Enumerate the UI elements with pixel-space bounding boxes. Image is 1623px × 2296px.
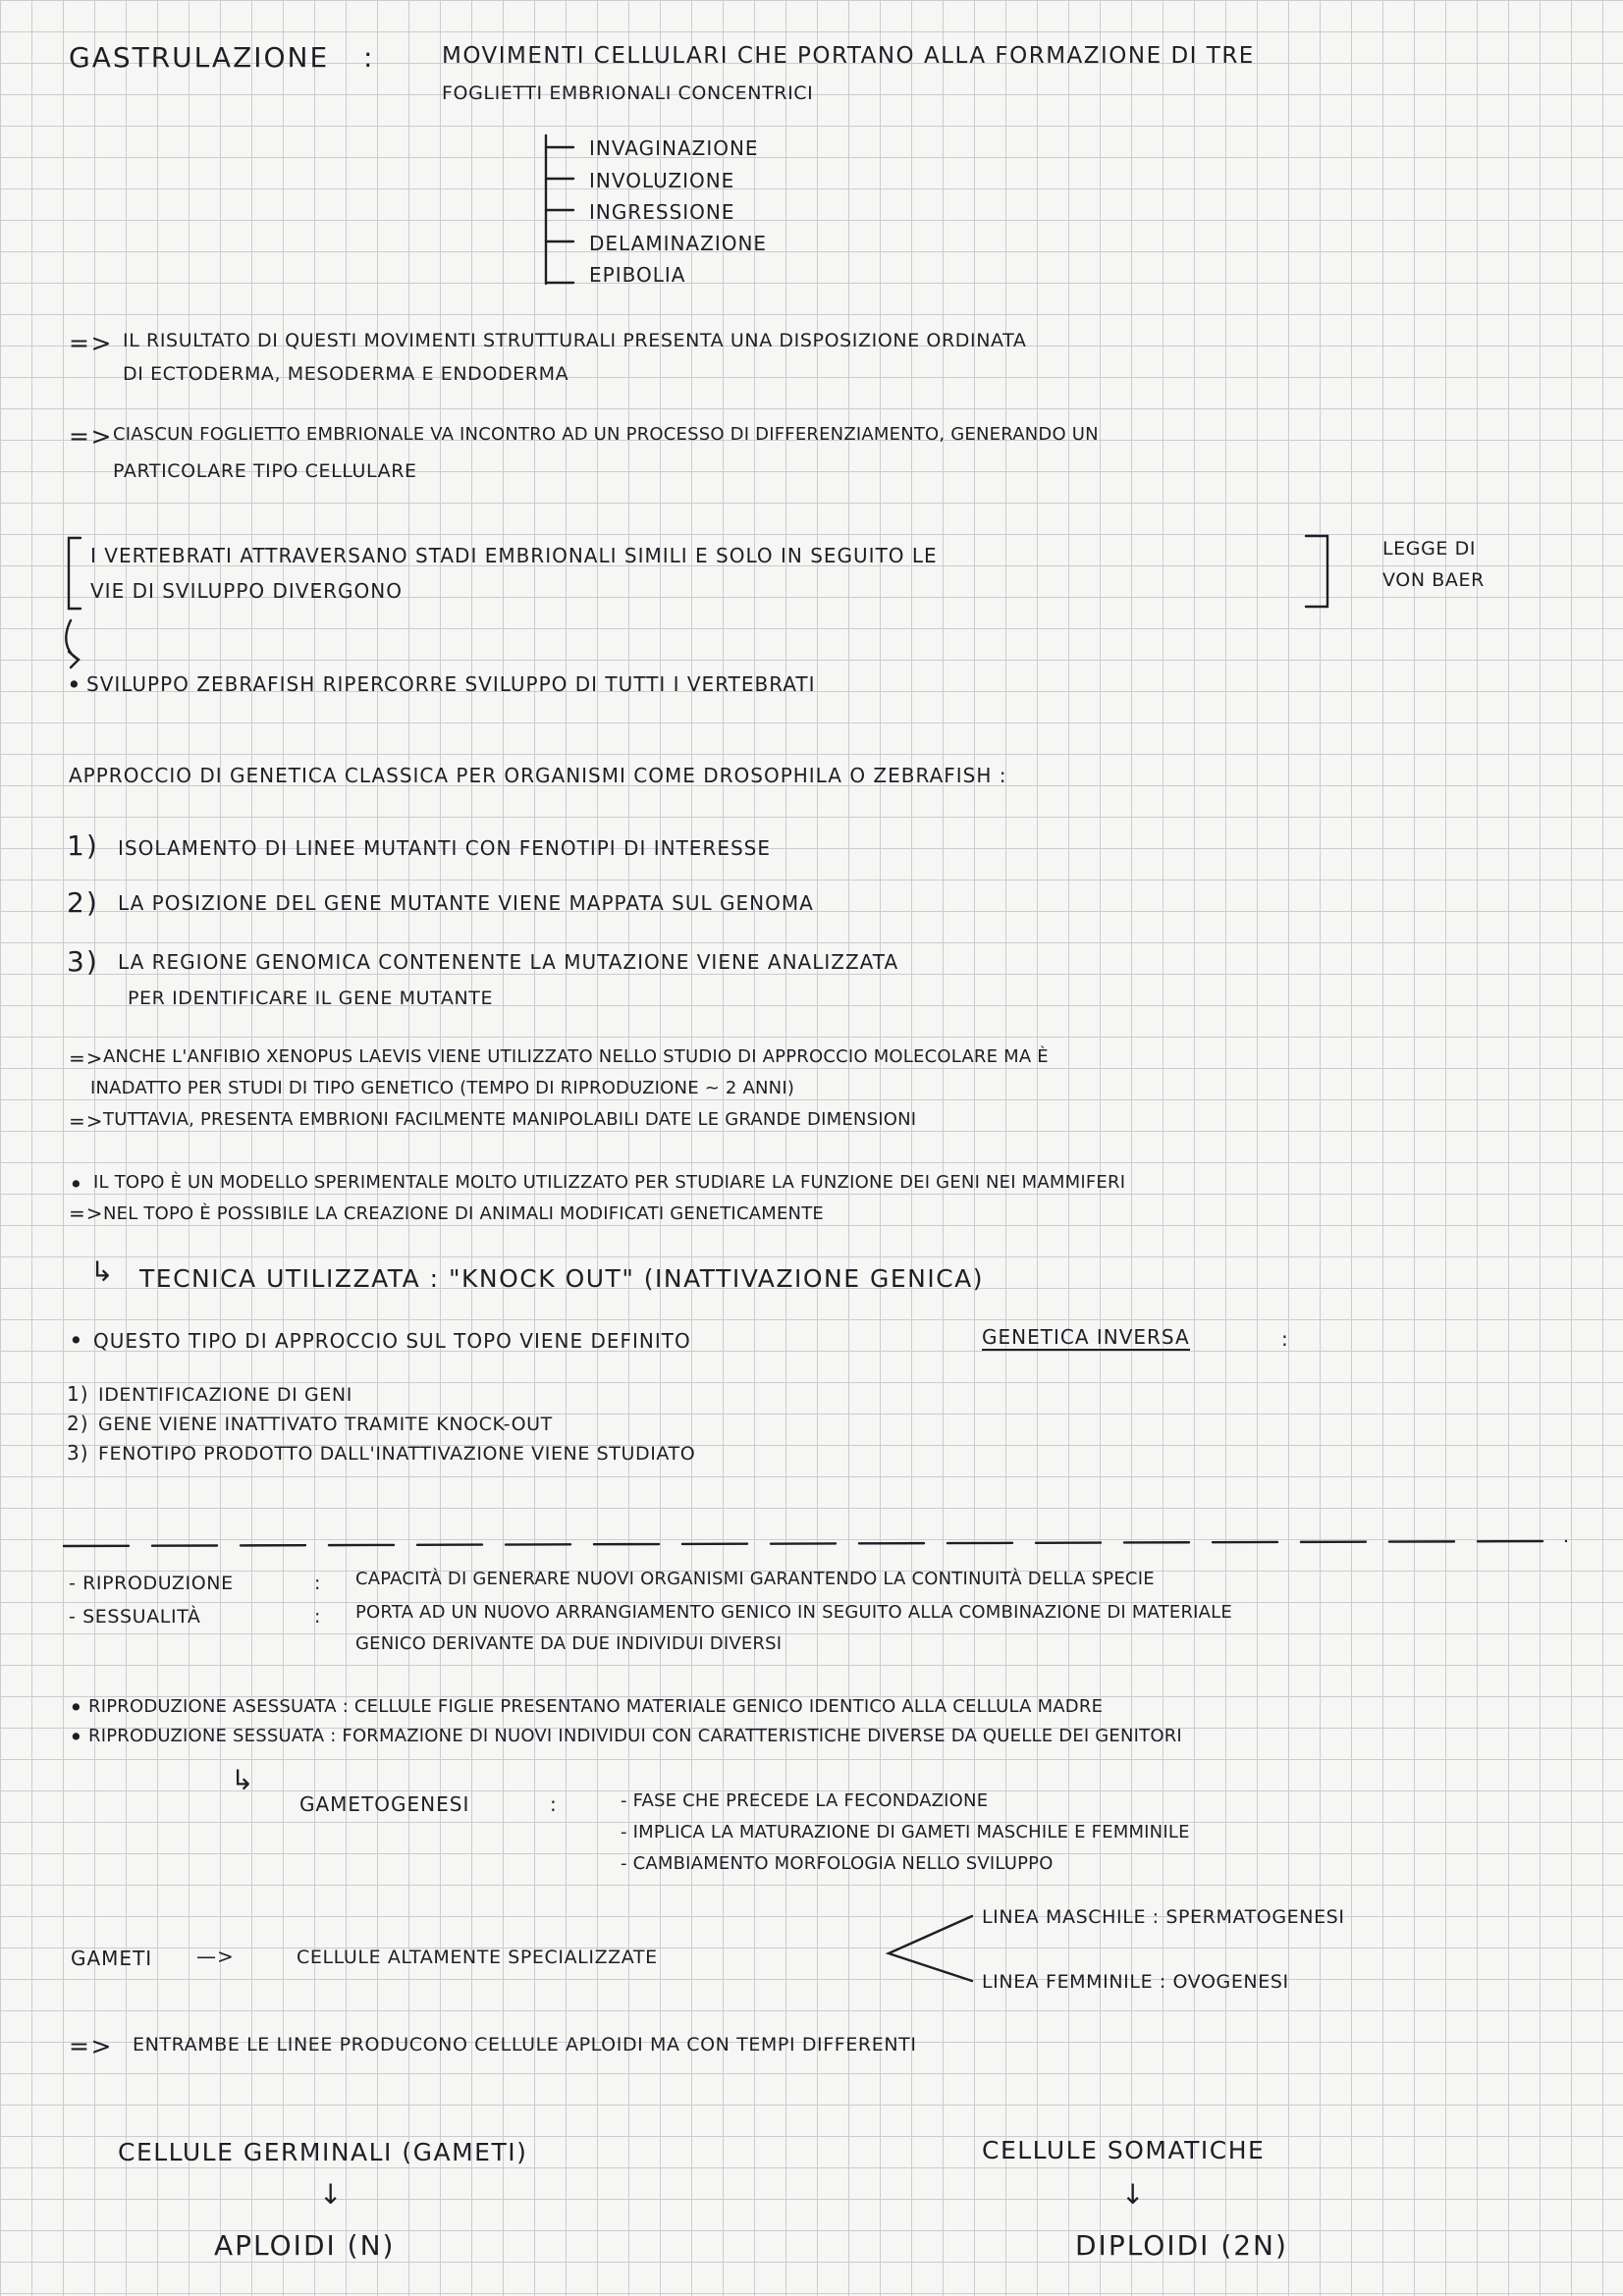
differentiation-line2: PARTICOLARE TIPO CELLULARE — [113, 460, 417, 482]
definition-text-continued: GENICO DERIVANTE DA DUE INDIVIDUI DIVERSI — [355, 1633, 783, 1654]
gastrulation-colon: : — [363, 41, 375, 74]
von-baer-law-line1: LEGGE DI — [1382, 538, 1477, 560]
reverse-step-number: 1) — [67, 1382, 89, 1406]
gametogenesis-point: - FASE CHE PRECEDE LA FECONDAZIONE — [621, 1790, 989, 1811]
mouse-arrow: => — [69, 1201, 104, 1225]
reproduction-sexual: RIPRODUZIONE SESSUATA : FORMAZIONE DI NUOVI INDIVIDUI CON CARATTERISTICHE DIVERSE DA QUELLE DEI GENITORI — [88, 1726, 1182, 1746]
technique-text: TECNICA UTILIZZATA : "KNOCK OUT" (INATTIVAZIONE GENICA) — [139, 1264, 985, 1293]
result-line2: DI ECTODERMA, MESODERMA E ENDODERMA — [123, 363, 569, 385]
haploid-label: APLOIDI (N) — [214, 2229, 396, 2262]
reverse-genetics-bullet: • — [69, 1326, 85, 1355]
zebrafish-text: SVILUPPO ZEBRAFISH RIPERCORRE SVILUPPO DI TUTTI I VERTEBRATI — [86, 672, 816, 696]
germinal-cells-arrow: ↓ — [319, 2178, 345, 2211]
gametogenesis-label: GAMETOGENESI — [299, 1792, 470, 1816]
movement-item: EPIBOLIA — [589, 263, 686, 287]
differentiation-arrow: => — [69, 422, 113, 451]
female-line: LINEA FEMMINILE : OVOGENESI — [982, 1971, 1289, 1993]
result-arrow: => — [69, 329, 113, 357]
dashed-separator — [64, 1541, 1566, 1546]
von-baer-law-line2: VON BAER — [1382, 569, 1485, 591]
hook-arrow-icon — [66, 620, 79, 660]
xenopus-line2: INADATTO PER STUDI DI TIPO GENETICO (TEMPO DI RIPRODUZIONE ~ 2 ANNI) — [90, 1078, 795, 1098]
definition-text: CAPACITÀ DI GENERARE NUOVI ORGANISMI GARANTENDO LA CONTINUITÀ DELLA SPECIE — [355, 1569, 1155, 1589]
movement-item: INGRESSIONE — [589, 200, 735, 224]
reproduction-bullet: • — [69, 1723, 85, 1751]
gametogenesis-point: - IMPLICA LA MATURAZIONE DI GAMETI MASCHILE E FEMMINILE — [621, 1822, 1190, 1842]
left-square-bracket — [69, 538, 81, 609]
technique-arrow: ↳ — [90, 1255, 116, 1288]
gametogenesis-arrow: ↳ — [231, 1764, 256, 1796]
somatic-cells-label: CELLULE SOMATICHE — [982, 2136, 1266, 2164]
male-line: LINEA MASCHILE : SPERMATOGENESI — [982, 1906, 1345, 1928]
von-baer-line1: I VERTEBRATI ATTRAVERSANO STADI EMBRIONALI SIMILI E SOLO IN SEGUITO LE — [90, 544, 938, 567]
branch-fork-icon — [889, 1916, 972, 1981]
step-text: LA REGIONE GENOMICA CONTENENTE LA MUTAZIONE VIENE ANALIZZATA — [118, 950, 899, 974]
mouse-bullet: • — [69, 1170, 85, 1199]
xenopus-arrow: => — [69, 1046, 104, 1070]
diploid-label: DIPLOIDI (2N) — [1075, 2229, 1288, 2262]
movement-item: DELAMINAZIONE — [589, 232, 768, 255]
haploid-note-arrow: => — [69, 2032, 113, 2060]
reverse-step-text: IDENTIFICAZIONE DI GENI — [98, 1384, 352, 1406]
reverse-step-text: GENE VIENE INATTIVATO TRAMITE KNOCK-OUT — [98, 1414, 553, 1435]
gastrulation-title: GASTRULAZIONE — [69, 41, 330, 74]
step-number: 2) — [67, 886, 99, 919]
gastrulation-definition-line2: FOGLIETTI EMBRIONALI CONCENTRICI — [442, 82, 814, 104]
movement-item: INVOLUZIONE — [589, 169, 735, 192]
von-baer-line2: VIE DI SVILUPPO DIVERGONO — [90, 579, 403, 603]
reverse-genetics-colon: : — [1281, 1327, 1289, 1351]
xenopus-line1: ANCHE L'ANFIBIO XENOPUS LAEVIS VIENE UTILIZZATO NELLO STUDIO DI APPROCCIO MOLECOLARE MA È — [103, 1046, 1049, 1067]
right-square-bracket — [1306, 536, 1327, 607]
reverse-step-number: 3) — [67, 1441, 89, 1465]
reverse-genetics-term: GENETICA INVERSA — [982, 1325, 1190, 1349]
movement-item: INVAGINAZIONE — [589, 136, 759, 160]
somatic-cells-arrow: ↓ — [1121, 2178, 1147, 2211]
definition-sep: : — [314, 1573, 322, 1594]
definition-term: - SESSUALITÀ — [69, 1606, 201, 1628]
differentiation-line1: CIASCUN FOGLIETTO EMBRIONALE VA INCONTRO AD UN PROCESSO DI DIFFERENZIAMENTO, GENERANDO UN — [113, 424, 1099, 445]
gametes-label: GAMETI — [71, 1947, 153, 1970]
reverse-step-number: 2) — [67, 1412, 89, 1435]
gametogenesis-point: - CAMBIAMENTO MORFOLOGIA NELLO SVILUPPO — [621, 1853, 1054, 1874]
classical-genetics-heading: APPROCCIO DI GENETICA CLASSICA PER ORGANISMI COME DROSOPHILA O ZEBRAFISH : — [69, 764, 1007, 787]
step-number: 1) — [67, 829, 99, 862]
result-line1: IL RISULTATO DI QUESTI MOVIMENTI STRUTTURALI PRESENTA UNA DISPOSIZIONE ORDINATA — [123, 330, 1027, 351]
haploid-note-text: ENTRAMBE LE LINEE PRODUCONO CELLULE APLOIDI MA CON TEMPI DIFFERENTI — [133, 2034, 917, 2056]
mouse-line1: IL TOPO È UN MODELLO SPERIMENTALE MOLTO UTILIZZATO PER STUDIARE LA FUNZIONE DEI GENI NEI MAMMIFERI — [93, 1172, 1126, 1193]
gametogenesis-colon: : — [550, 1792, 558, 1816]
step-number: 3) — [67, 945, 99, 978]
xenopus-arrow-2: => — [69, 1109, 104, 1133]
zebrafish-bullet: • — [67, 670, 83, 699]
reproduction-bullet: • — [69, 1693, 85, 1722]
hook-arrowhead-icon — [69, 652, 79, 667]
step-text: LA POSIZIONE DEL GENE MUTANTE VIENE MAPPATA SUL GENOMA — [118, 891, 814, 915]
reverse-step-text: FENOTIPO PRODOTTO DALL'INATTIVAZIONE VIENE STUDIATO — [98, 1443, 696, 1465]
reproduction-asexual: RIPRODUZIONE ASESSUATA : CELLULE FIGLIE PRESENTANO MATERIALE GENICO IDENTICO ALLA CELLULA MADRE — [88, 1696, 1104, 1717]
definition-text: PORTA AD UN NUOVO ARRANGIAMENTO GENICO IN SEGUITO ALLA COMBINAZIONE DI MATERIALE — [355, 1602, 1232, 1623]
definition-sep: : — [314, 1606, 322, 1628]
step-text-continued: PER IDENTIFICARE IL GENE MUTANTE — [128, 988, 494, 1009]
definition-term: - RIPRODUZIONE — [69, 1573, 234, 1594]
gametes-arrow: —> — [196, 1945, 235, 1968]
reverse-genetics-intro: QUESTO TIPO DI APPROCCIO SUL TOPO VIENE DEFINITO — [93, 1329, 691, 1353]
germinal-cells-label: CELLULE GERMINALI (GAMETI) — [118, 2138, 528, 2166]
gametes-description: CELLULE ALTAMENTE SPECIALIZZATE — [297, 1947, 658, 1968]
gastrulation-definition-line1: MOVIMENTI CELLULARI CHE PORTANO ALLA FORMAZIONE DI TRE — [442, 43, 1255, 69]
xenopus-line3: TUTTAVIA, PRESENTA EMBRIONI FACILMENTE MANIPOLABILI DATE LE GRANDE DIMENSIONI — [103, 1109, 917, 1130]
mouse-line2: NEL TOPO È POSSIBILE LA CREAZIONE DI ANIMALI MODIFICATI GENETICAMENTE — [103, 1203, 824, 1224]
step-text: ISOLAMENTO DI LINEE MUTANTI CON FENOTIPI DI INTERESSE — [118, 836, 771, 860]
